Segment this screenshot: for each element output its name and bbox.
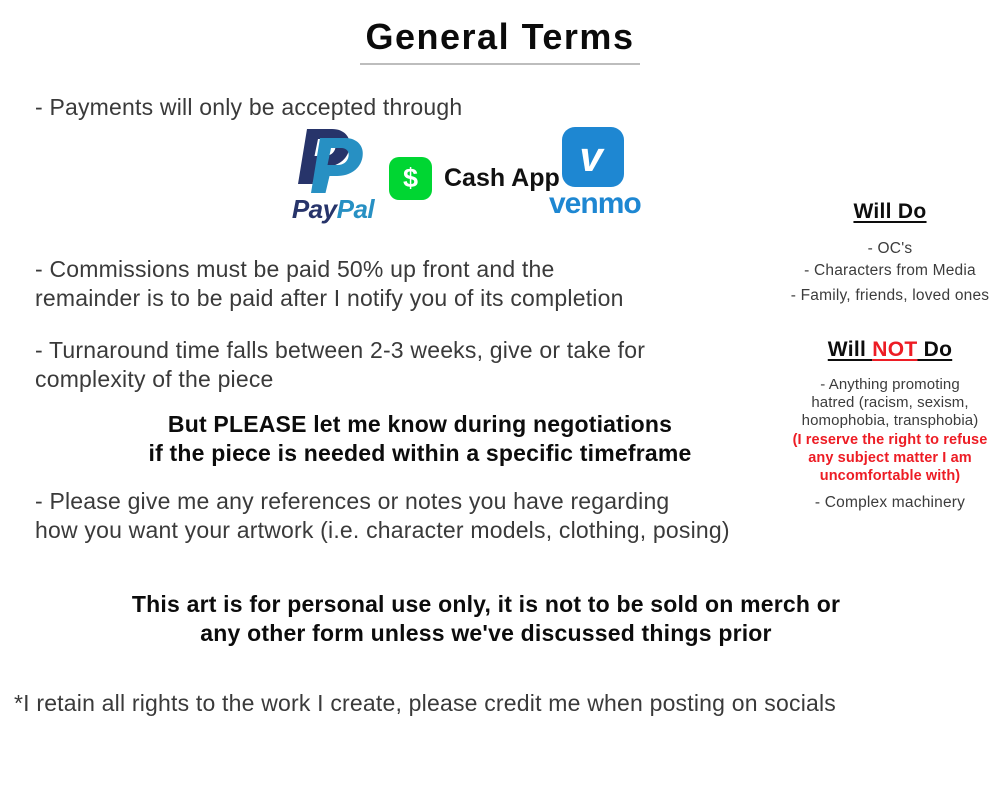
will-do-item: - Characters from Media xyxy=(804,262,976,279)
commission-terms-line1: - Commissions must be paid 50% up front and the xyxy=(35,256,555,282)
turnaround-line1: - Turnaround time falls between 2-3 weeks, give or take for xyxy=(35,337,646,363)
venmo-icon xyxy=(562,127,624,187)
personal-use-line1: This art is for personal use only, it is not to be sold on merch or xyxy=(131,591,841,617)
will-not-do-heading xyxy=(781,338,999,362)
commission-terms-text xyxy=(35,255,755,313)
references-text xyxy=(35,487,805,545)
cashapp-icon xyxy=(389,157,432,200)
personal-use-notice xyxy=(0,590,972,648)
references-line1: - Please give me any references or notes you have regarding xyxy=(35,488,670,514)
turnaround-line2: complexity of the piece xyxy=(35,366,274,392)
commission-terms-line2: remainder is to be paid after I notify you of its completion xyxy=(35,285,624,311)
venmo-v-glyph: v xyxy=(579,133,603,180)
will-not-do-section xyxy=(781,338,999,512)
venmo-logo xyxy=(549,127,641,221)
rights-footnote: *I retain all rights to the work I create, please credit me when posting on socials xyxy=(14,690,837,716)
paypal-logo xyxy=(283,128,383,225)
will-not-do-item-hatred: - Anything promoting hatred (racism, sexism, homophobia, transphobia) xyxy=(801,376,979,429)
refusal-rights-warning: (I reserve the right to refuse any subject matter I am uncomfortable with) xyxy=(792,432,988,484)
references-line2: how you want your artwork (i.e. character models, clothing, posing) xyxy=(35,517,730,543)
will-do-heading-text: Will Do xyxy=(853,200,927,223)
will-do-item: - Family, friends, loved ones xyxy=(790,287,990,304)
will-do-heading xyxy=(786,200,994,224)
payments-intro-text: - Payments will only be accepted through xyxy=(35,94,463,120)
page-title-row xyxy=(0,16,1000,65)
dollar-sign-icon: $ xyxy=(402,163,419,193)
cashapp-wordmark: Cash App xyxy=(444,164,560,192)
will-do-list xyxy=(786,238,994,307)
will-do-section xyxy=(786,200,994,307)
will-not-do-heading-will: Will xyxy=(827,338,873,361)
will-not-do-heading-not: NOT xyxy=(872,338,918,361)
will-do-item: - OC's xyxy=(867,240,913,257)
timeframe-notice-line2: if the piece is needed within a specific timeframe xyxy=(148,440,692,466)
paypal-monogram-icon xyxy=(297,128,369,194)
personal-use-line2: any other form unless we've discussed things prior xyxy=(200,620,772,646)
will-not-do-heading-do: Do xyxy=(917,338,953,361)
turnaround-text xyxy=(35,336,775,394)
paypal-wordmark-pay: Pay xyxy=(291,194,337,224)
paypal-wordmark xyxy=(283,194,383,225)
venmo-wordmark: venmo xyxy=(549,187,641,220)
timeframe-notice xyxy=(35,410,805,468)
paypal-wordmark-pal: Pal xyxy=(336,194,375,224)
page-title: General Terms xyxy=(360,16,641,65)
will-not-do-item-machinery: - Complex machinery xyxy=(814,494,966,511)
timeframe-notice-line1: But PLEASE let me know during negotiations xyxy=(167,411,673,437)
cashapp-logo xyxy=(389,157,560,200)
